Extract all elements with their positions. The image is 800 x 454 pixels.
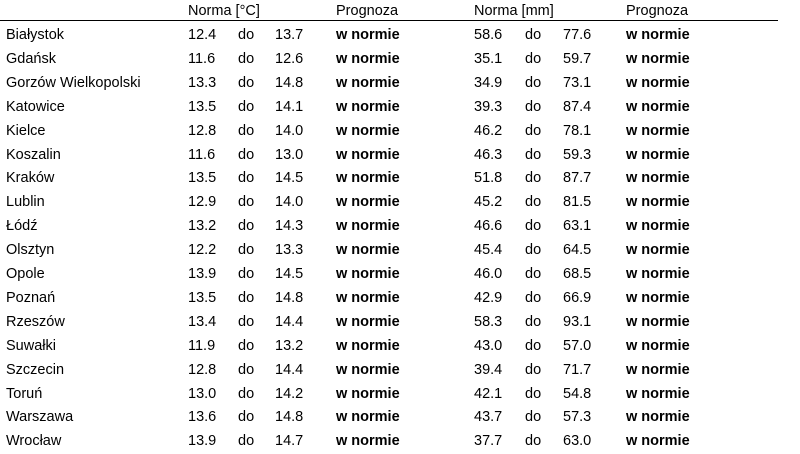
precip-range-word: do (525, 289, 542, 306)
temp-forecast-cell: w normie (336, 74, 400, 91)
temp-max-cell: 13.2 (275, 337, 304, 354)
temp-range-word: do (238, 409, 255, 426)
precip-min-cell: 37.7 (474, 433, 503, 450)
temp-min-cell: 13.5 (188, 98, 217, 115)
precip-forecast-cell: w normie (626, 242, 690, 259)
temp-min-cell: 11.9 (188, 337, 216, 354)
temp-min-cell: 13.5 (188, 170, 217, 187)
precip-range-word: do (525, 337, 542, 354)
temp-range-word: do (238, 74, 255, 91)
precip-min-cell: 45.4 (474, 242, 503, 259)
temp-min-cell: 11.6 (188, 50, 216, 67)
city-cell: Poznań (6, 289, 56, 306)
temp-max-cell: 13.3 (275, 242, 304, 259)
precip-range-word: do (525, 242, 542, 259)
temp-forecast-cell: w normie (336, 289, 400, 306)
precip-min-cell: 58.6 (474, 27, 503, 43)
temp-forecast-cell: w normie (336, 170, 400, 187)
city-cell: Rzeszów (6, 313, 65, 330)
precip-max-cell: 77.6 (563, 27, 592, 43)
temp-min-cell: 12.4 (188, 27, 217, 43)
temp-forecast-cell: w normie (336, 313, 400, 330)
table-row (0, 48, 800, 72)
precip-min-cell: 58.3 (474, 313, 503, 330)
precip-max-cell: 78.1 (563, 122, 592, 139)
precip-forecast-cell: w normie (626, 337, 690, 354)
temp-range-word: do (238, 27, 255, 43)
temp-min-cell: 13.9 (188, 266, 217, 282)
table-row (0, 120, 800, 144)
precip-range-word: do (525, 218, 542, 235)
temp-forecast-cell: w normie (336, 122, 400, 139)
temp-min-cell: 13.2 (188, 218, 217, 235)
temp-range-word: do (238, 385, 255, 402)
temp-min-cell: 13.4 (188, 313, 217, 330)
city-cell: Opole (6, 266, 45, 282)
temp-max-cell: 13.0 (275, 146, 304, 163)
temp-range-word: do (238, 98, 255, 115)
table-row (0, 215, 800, 239)
temp-forecast-cell: w normie (336, 337, 400, 354)
temp-forecast-cell: w normie (336, 194, 400, 211)
precip-forecast-cell: w normie (626, 98, 690, 115)
precip-max-cell: 68.5 (563, 266, 592, 282)
city-cell: Lublin (6, 194, 45, 211)
precip-forecast-cell: w normie (626, 218, 690, 235)
temp-range-word: do (238, 313, 255, 330)
city-cell: Olsztyn (6, 242, 55, 259)
temp-forecast-cell: w normie (336, 50, 400, 67)
temp-max-cell: 14.8 (275, 409, 304, 426)
precip-max-cell: 57.3 (563, 409, 592, 426)
temp-forecast-cell: w normie (336, 242, 400, 259)
precip-max-cell: 93.1 (563, 313, 592, 330)
temp-max-cell: 14.8 (275, 74, 304, 91)
precip-max-cell: 81.5 (563, 194, 592, 211)
precip-min-cell: 39.4 (474, 361, 503, 378)
city-cell: Kraków (6, 170, 55, 187)
city-cell: Suwałki (6, 337, 56, 354)
temp-max-cell: 14.0 (275, 194, 304, 211)
precip-min-cell: 51.8 (474, 170, 503, 187)
temp-max-cell: 14.5 (275, 170, 304, 187)
precip-range-word: do (525, 98, 542, 115)
precip-max-cell: 71.7 (563, 361, 592, 378)
precip-forecast-cell: w normie (626, 146, 690, 163)
precip-min-cell: 42.1 (474, 385, 503, 402)
precip-min-cell: 42.9 (474, 289, 503, 306)
city-cell: Szczecin (6, 361, 65, 378)
temp-range-word: do (238, 266, 255, 282)
temp-range-word: do (238, 433, 255, 450)
temp-range-word: do (238, 337, 255, 354)
precip-max-cell: 87.7 (563, 170, 592, 187)
table-row (0, 430, 800, 454)
temp-max-cell: 14.0 (275, 122, 304, 139)
temp-range-word: do (238, 289, 255, 306)
temp-max-cell: 14.8 (275, 289, 304, 306)
table-row (0, 406, 800, 430)
temp-range-word: do (238, 242, 255, 259)
temp-max-cell: 14.4 (275, 361, 304, 378)
temp-max-cell: 12.6 (275, 50, 304, 67)
precip-min-cell: 43.0 (474, 337, 503, 354)
table-row (0, 383, 800, 407)
temp-max-cell: 14.5 (275, 266, 304, 282)
temp-min-cell: 12.2 (188, 242, 217, 259)
precip-max-cell: 54.8 (563, 385, 592, 402)
city-cell: Toruń (6, 385, 43, 402)
precip-forecast-cell: w normie (626, 194, 690, 211)
precip-range-word: do (525, 313, 542, 330)
precip-range-word: do (525, 122, 542, 139)
precip-forecast-cell: w normie (626, 433, 690, 450)
precip-min-cell: 39.3 (474, 98, 503, 115)
temp-range-word: do (238, 218, 255, 235)
precip-forecast-cell: w normie (626, 266, 690, 282)
precip-range-word: do (525, 50, 542, 67)
header-temp-norm: Norma [°C] (188, 3, 260, 19)
temp-max-cell: 14.3 (275, 218, 304, 235)
table-row (0, 96, 800, 120)
city-cell: Warszawa (6, 409, 74, 426)
table-row (0, 359, 800, 383)
city-cell: Koszalin (6, 146, 61, 163)
precip-max-cell: 64.5 (563, 242, 592, 259)
precip-forecast-cell: w normie (626, 313, 690, 330)
precip-forecast-cell: w normie (626, 289, 690, 306)
precip-min-cell: 46.0 (474, 266, 503, 282)
precip-min-cell: 45.2 (474, 194, 503, 211)
table-row (0, 24, 800, 48)
header-precip-norm: Norma [mm] (474, 3, 554, 19)
precip-range-word: do (525, 194, 542, 211)
precip-forecast-cell: w normie (626, 74, 690, 91)
precip-max-cell: 66.9 (563, 289, 592, 306)
precip-forecast-cell: w normie (626, 122, 690, 139)
precip-range-word: do (525, 266, 542, 282)
precip-min-cell: 46.3 (474, 146, 503, 163)
precip-min-cell: 46.2 (474, 122, 503, 139)
temp-forecast-cell: w normie (336, 361, 400, 378)
temp-max-cell: 14.2 (275, 385, 304, 402)
temp-min-cell: 13.3 (188, 74, 217, 91)
temp-max-cell: 14.4 (275, 313, 304, 330)
table-row (0, 287, 800, 311)
temp-forecast-cell: w normie (336, 266, 400, 282)
precip-min-cell: 34.9 (474, 74, 503, 91)
table-row (0, 335, 800, 359)
header-divider (0, 20, 778, 21)
precip-range-word: do (525, 74, 542, 91)
precip-forecast-cell: w normie (626, 409, 690, 426)
precip-max-cell: 63.1 (563, 218, 592, 235)
temp-range-word: do (238, 170, 255, 187)
table-row (0, 167, 800, 191)
precip-range-word: do (525, 361, 542, 378)
city-cell: Białystok (6, 27, 65, 43)
temp-max-cell: 13.7 (275, 27, 304, 43)
precip-forecast-cell: w normie (626, 170, 690, 187)
temp-forecast-cell: w normie (336, 27, 400, 43)
city-cell: Kielce (6, 122, 46, 139)
temp-forecast-cell: w normie (336, 98, 400, 115)
precip-range-word: do (525, 385, 542, 402)
table-row (0, 191, 800, 215)
temp-forecast-cell: w normie (336, 409, 400, 426)
table-row (0, 239, 800, 263)
temp-min-cell: 12.8 (188, 361, 217, 378)
temp-min-cell: 13.6 (188, 409, 217, 426)
precip-range-word: do (525, 170, 542, 187)
temp-max-cell: 14.7 (275, 433, 304, 450)
temp-forecast-cell: w normie (336, 218, 400, 235)
precip-min-cell: 35.1 (474, 50, 503, 67)
city-cell: Gorzów Wielkopolski (6, 74, 141, 91)
precip-max-cell: 57.0 (563, 337, 592, 354)
temp-min-cell: 12.8 (188, 122, 217, 139)
city-cell: Gdańsk (6, 50, 56, 67)
temp-range-word: do (238, 122, 255, 139)
precip-range-word: do (525, 433, 542, 450)
precip-max-cell: 59.7 (563, 50, 592, 67)
precip-forecast-cell: w normie (626, 385, 690, 402)
table-row (0, 263, 800, 287)
city-cell: Wrocław (6, 433, 62, 450)
temp-range-word: do (238, 50, 255, 67)
temp-max-cell: 14.1 (275, 98, 304, 115)
precip-range-word: do (525, 27, 542, 43)
temp-forecast-cell: w normie (336, 433, 400, 450)
table-row (0, 144, 800, 168)
precip-forecast-cell: w normie (626, 361, 690, 378)
header-temp-forecast: Prognoza (336, 3, 399, 19)
table-header (0, 0, 800, 24)
precip-min-cell: 46.6 (474, 218, 503, 235)
temp-min-cell: 13.0 (188, 385, 217, 402)
temp-min-cell: 12.9 (188, 194, 217, 211)
precip-max-cell: 59.3 (563, 146, 592, 163)
temp-range-word: do (238, 146, 255, 163)
precip-max-cell: 87.4 (563, 98, 592, 115)
temp-min-cell: 13.5 (188, 289, 217, 306)
table-row (0, 72, 800, 96)
precip-forecast-cell: w normie (626, 27, 690, 43)
precip-forecast-cell: w normie (626, 50, 690, 67)
precip-max-cell: 63.0 (563, 433, 592, 450)
precip-max-cell: 73.1 (563, 74, 592, 91)
table-row (0, 311, 800, 335)
city-cell: Katowice (6, 98, 65, 115)
temp-forecast-cell: w normie (336, 385, 400, 402)
city-cell: Łódź (6, 218, 38, 235)
precip-range-word: do (525, 409, 542, 426)
temp-range-word: do (238, 361, 255, 378)
temp-forecast-cell: w normie (336, 146, 400, 163)
temp-min-cell: 13.9 (188, 433, 217, 450)
header-precip-forecast: Prognoza (626, 3, 689, 19)
temp-min-cell: 11.6 (188, 146, 216, 163)
temp-range-word: do (238, 194, 255, 211)
precip-range-word: do (525, 146, 542, 163)
precip-min-cell: 43.7 (474, 409, 503, 426)
